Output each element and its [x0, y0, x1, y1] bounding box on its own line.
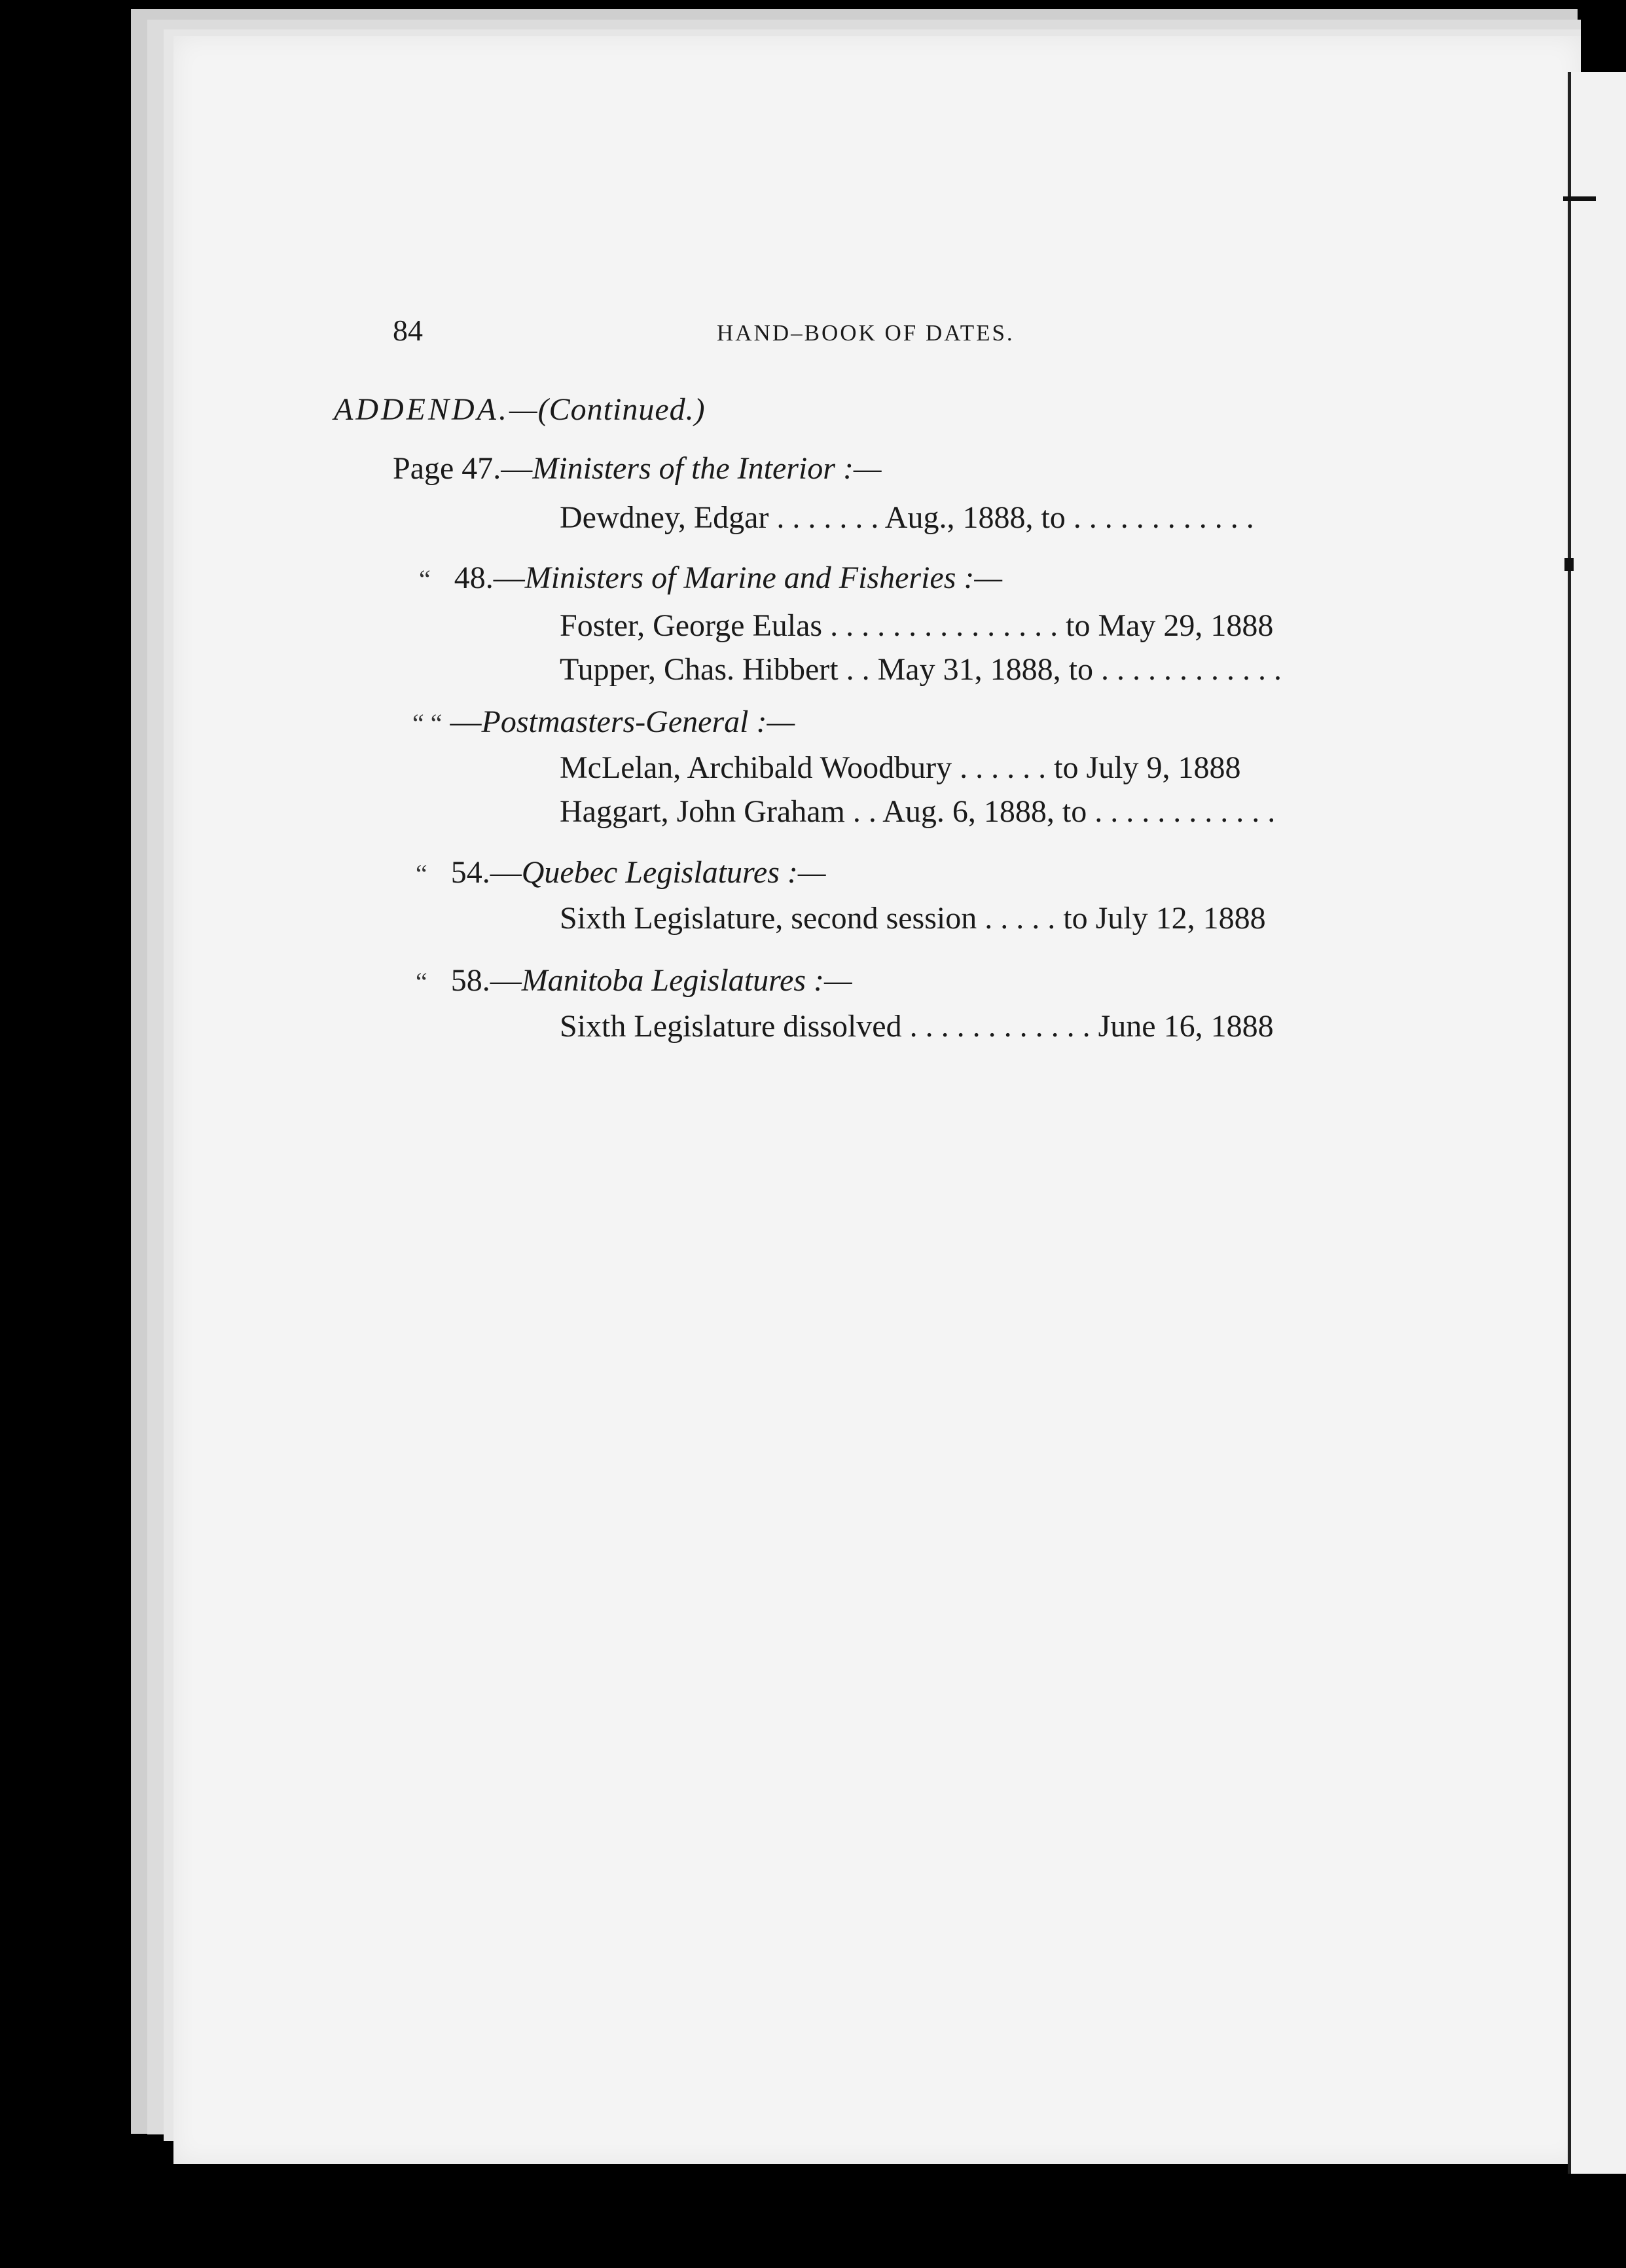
section-heading [393, 450, 882, 486]
entry-line: Dewdney, Edgar . . . . . . . Aug., 1888, to . . . . . . . . . . . . [560, 500, 1254, 535]
section-heading [416, 854, 826, 890]
entry-line: McLelan, Archibald Woodbury . . . . . . to July 9, 1888 [560, 750, 1241, 785]
section-title: Ministers of Marine and Fisheries :— [524, 560, 1003, 595]
section-heading [419, 560, 1002, 596]
section-prefix: Page 47.— [393, 451, 533, 486]
edge-mark [1563, 196, 1596, 201]
book-page [173, 36, 1581, 2164]
running-head: HAND–BOOK OF DATES. [717, 320, 1015, 346]
addenda-continued: —(Continued.) [509, 392, 706, 427]
entry-line: Foster, George Eulas . . . . . . . . . . . . . . . to May 29, 1888 [560, 608, 1274, 643]
section-title: Postmasters-General :— [481, 704, 795, 739]
section-heading [416, 962, 852, 998]
section-title: Manitoba Legislatures :— [521, 963, 852, 998]
section-prefix: 48.— [454, 560, 525, 595]
entry-line: Tupper, Chas. Hibbert . . May 31, 1888, to . . . . . . . . . . . . [560, 652, 1282, 687]
entry-line: Sixth Legislature, second session . . . . . to July 12, 1888 [560, 901, 1266, 936]
addenda-title [334, 392, 706, 428]
facing-page-edge [1568, 72, 1626, 2174]
section-heading [412, 704, 795, 740]
ditto-mark: “ [416, 859, 427, 888]
section-prefix: 54.— [450, 855, 522, 890]
section-prefix: — [450, 704, 482, 739]
edge-mark [1564, 558, 1574, 571]
entry-line: Sixth Legislature dissolved . . . . . . . . . . . . June 16, 1888 [560, 1009, 1274, 1044]
page-number: 84 [393, 314, 423, 347]
ditto-mark: “ [419, 564, 431, 594]
addenda-title-text: ADDENDA. [334, 392, 509, 427]
ditto-mark: “ “ [412, 708, 443, 738]
section-title: Ministers of the Interior :— [532, 451, 882, 486]
section-prefix: 58.— [450, 963, 522, 998]
section-title: Quebec Legislatures :— [521, 855, 826, 890]
ditto-mark: “ [416, 967, 427, 997]
entry-line: Haggart, John Graham . . Aug. 6, 1888, to . . . . . . . . . . . . [560, 794, 1276, 829]
